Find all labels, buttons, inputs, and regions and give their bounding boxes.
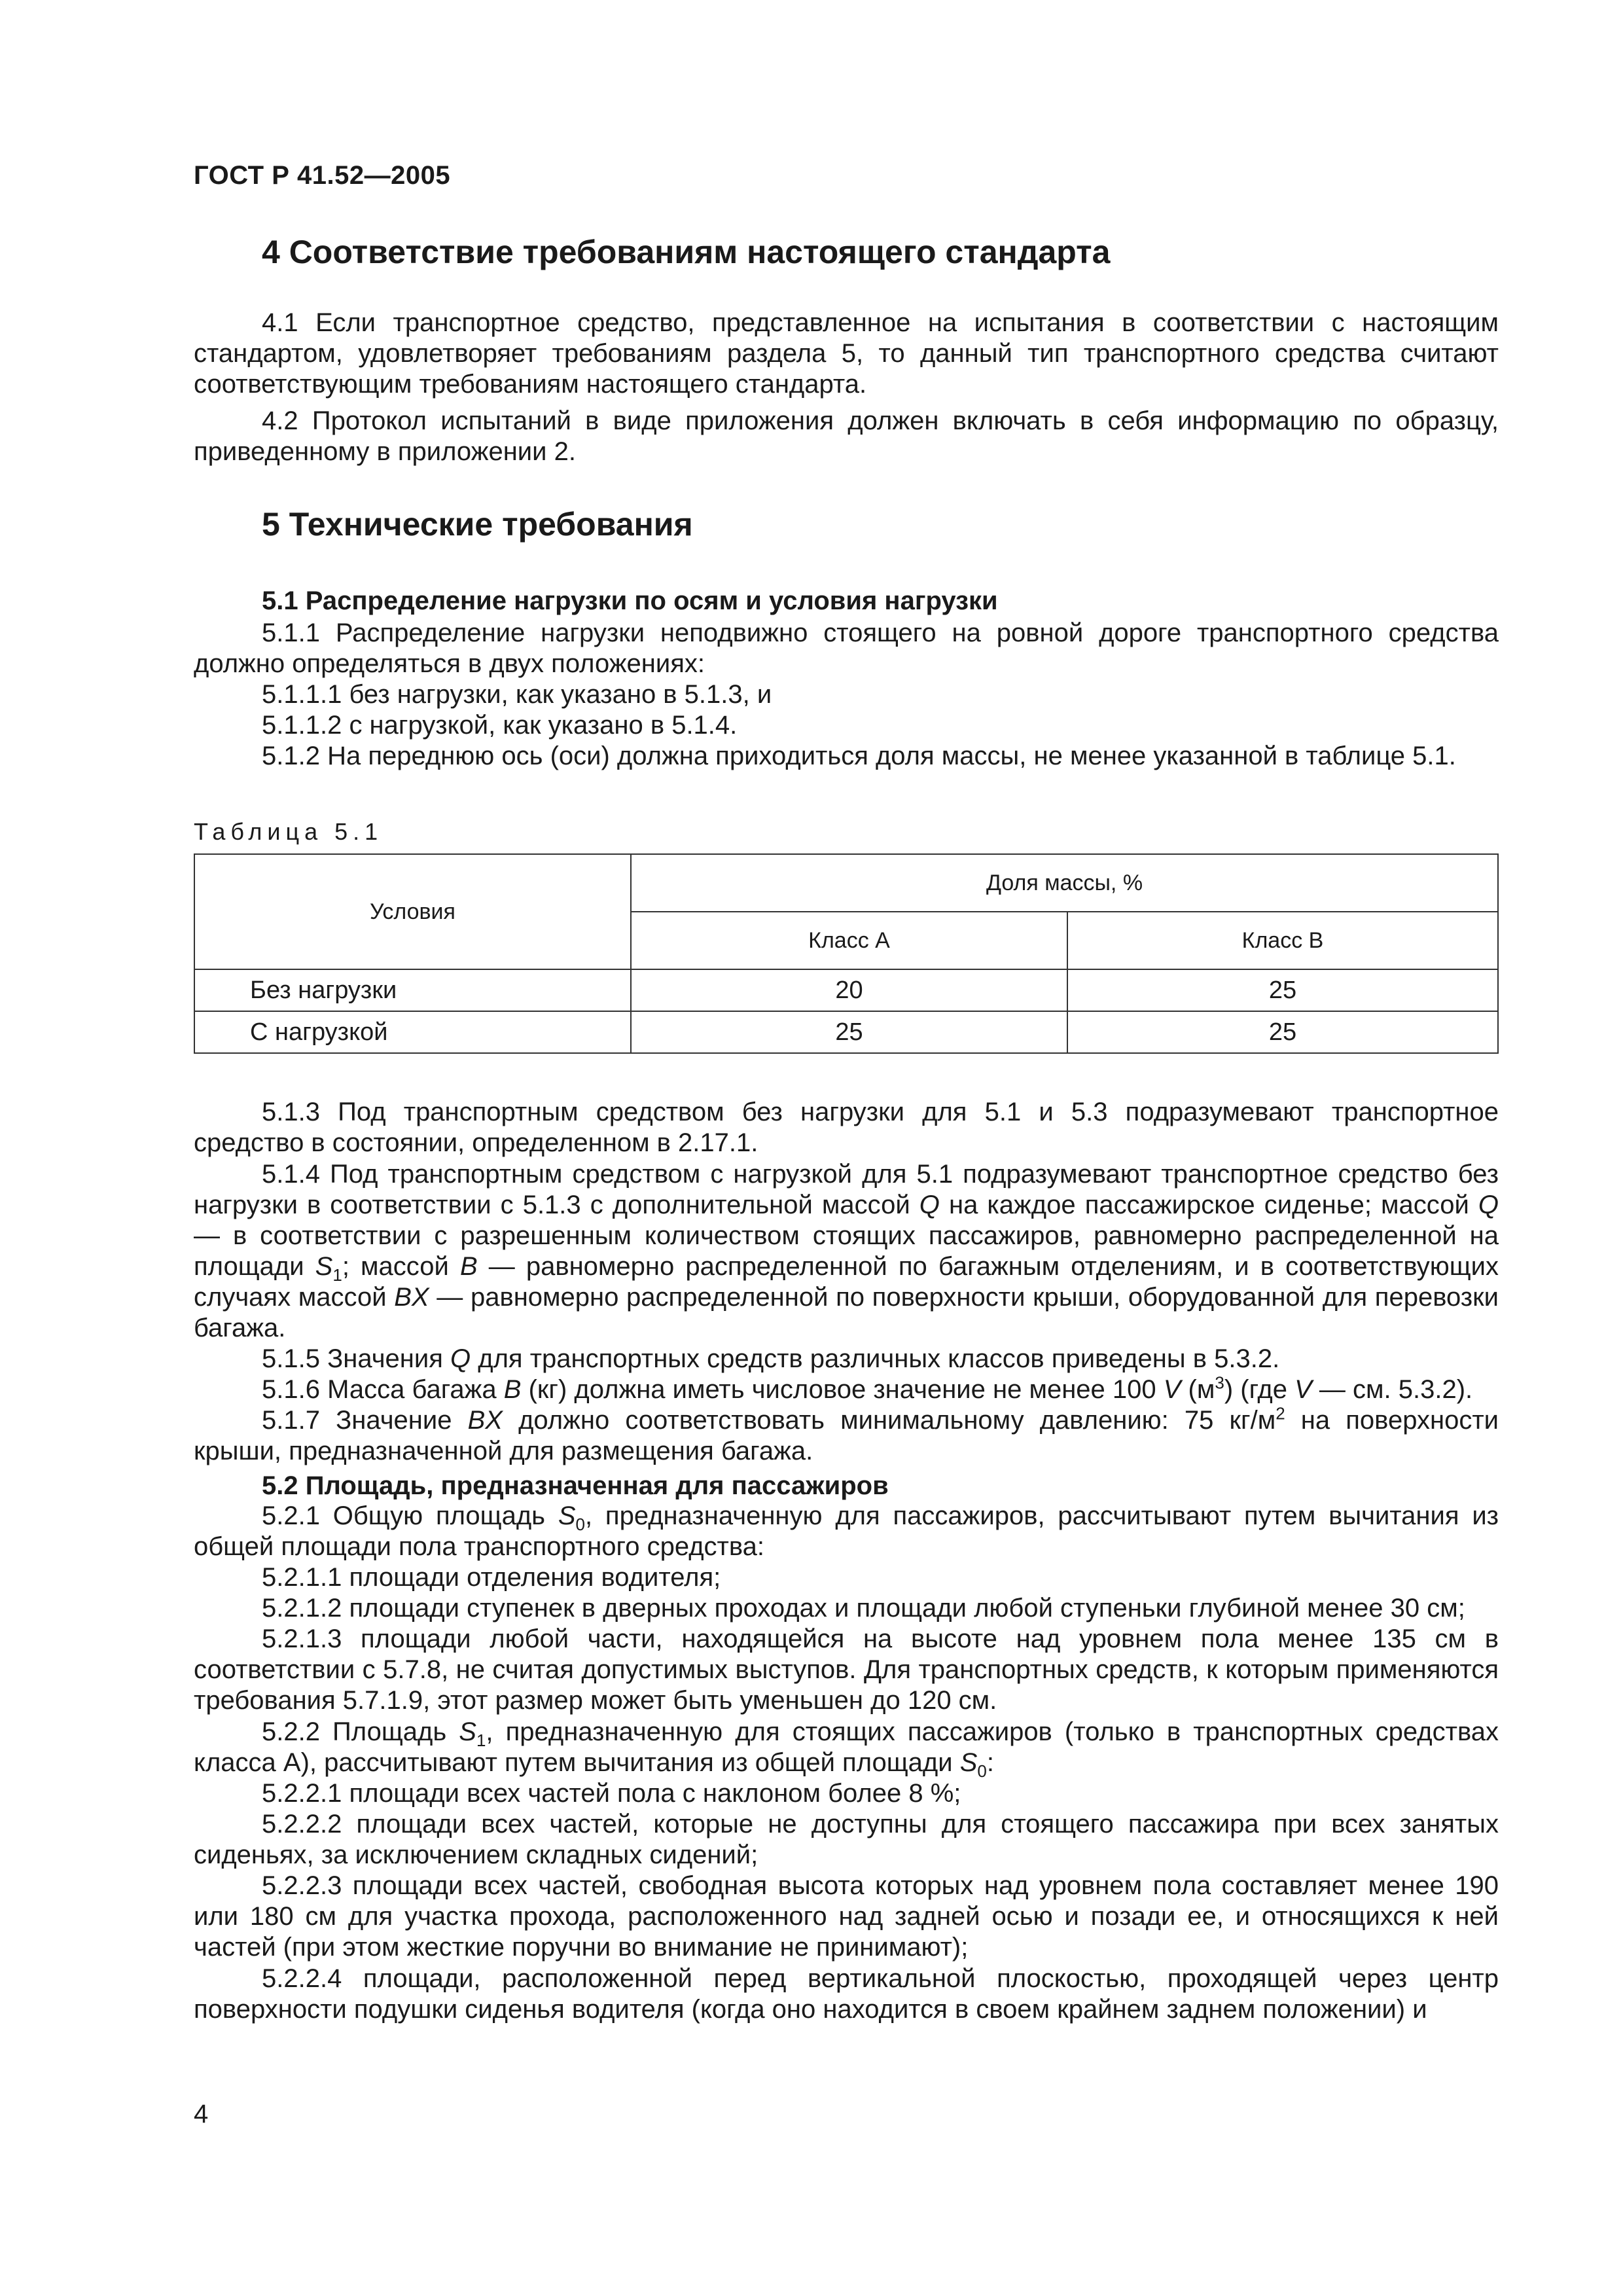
paragraph-5-1-1-2: 5.1.1.2 с нагрузкой, как указано в 5.1.4.	[262, 711, 738, 740]
table-cell-class-a: 25	[631, 1011, 1067, 1053]
paragraph-5-2-1-2: 5.2.1.2 площади ступенек в дверных проходах и площади любой ступеньки глубиной менее 30 см;	[262, 1594, 1465, 1623]
paragraph-5-1-5: 5.1.5 Значения Q для транспортных средств различных классов приведены в 5.3.2.	[262, 1344, 1280, 1373]
paragraph-5-2-2-2: 5.2.2.2 площади всех частей, которые не доступны для стоящего пассажира при всех занятых сиденьях, за исключением складных сидений;	[194, 1810, 1499, 1869]
paragraph-5-2-2: 5.2.2 Площадь $S_1$, предназначенную для стоящих пассажиров (только в транспортных средствах класса А), рассчитывают путем вычитания из общей площади $S_0$:	[194, 1717, 1499, 1781]
table-cell-class-a: 20	[631, 969, 1067, 1011]
paragraph-4-1: 4.1 Если транспортное средство, представленное на испытания в соответствии с настоящим стандартом, удовлетворяет требованиям раздела 5, то данный тип транспортного средства считают соответствующим требованиям настоящего стандарта.	[194, 308, 1499, 399]
table-header-class-a: Класс А	[631, 912, 1067, 969]
section-5-title: 5 Технические требования	[262, 506, 693, 543]
paragraph-5-1-7: 5.1.7 Значение BX должно соответствовать минимальному давлению: 75 $кг/м^2$ на поверхности крыши, предназначенной для размещения багажа.	[194, 1403, 1499, 1465]
table-cell-condition: Без нагрузки	[194, 969, 631, 1011]
paragraph-5-1-1: 5.1.1 Распределение нагрузки неподвижно стоящего на ровной дороге транспортного средства должно определяться в двух положениях:	[194, 619, 1499, 678]
paragraph-5-1-4: 5.1.4 Под транспортным средством с нагрузкой для 5.1 подразумевают транспортное средство без нагрузки в соответствии с 5.1.3 с дополнительной массой Q на каждое пассажирское сиденье; массой Q — в соответствии с разрешенным количеством стоящих пассажиров, равномерно распределенной на площади $S_1$; массой B — равномерно распределенной по багажным отделениям, и в соответствующих случаях массой BX — равномерно распределенной по поверхности крыши, оборудованной для перевозки багажа.	[194, 1160, 1499, 1342]
page-number: 4	[194, 2100, 209, 2128]
table-cell-condition: С нагрузкой	[194, 1011, 631, 1053]
paragraph-5-2-2-4: 5.2.2.4 площади, расположенной перед вертикальной плоскостью, проходящей через центр поверхности подушки сиденья водителя (когда оно находится в своем крайнем заднем положении) и	[194, 1964, 1499, 2024]
paragraph-5-1-1-1: 5.1.1.1 без нагрузки, как указано в 5.1.3, и	[262, 680, 772, 709]
subsection-5-2-title: 5.2 Площадь, предназначенная для пассажиров	[262, 1471, 889, 1500]
paragraph-5-1-3: 5.1.3 Под транспортным средством без нагрузки для 5.1 и 5.3 подразумевают транспортное средство в состоянии, определенном в 2.17.1.	[194, 1098, 1499, 1157]
paragraph-5-2-2-3: 5.2.2.3 площади всех частей, свободная высота которых над уровнем пола составляет менее 190 или 180 см для участка прохода, расположенного над задней осью и позади ее, и относящихся к ней частей (при этом жесткие поручни во внимание не принимают);	[194, 1871, 1499, 1962]
table-row	[194, 1011, 1498, 1053]
section-4-title: 4 Соответствие требованиям настоящего стандарта	[262, 234, 1111, 270]
table-cell-class-b: 25	[1067, 1011, 1498, 1053]
paragraph-5-2-1: 5.2.1 Общую площадь $S_0$, предназначенную для пассажиров, рассчитывают путем вычитания из общей площади пола транспортного средства:	[194, 1501, 1499, 1561]
table-header-class-b: Класс В	[1067, 912, 1498, 969]
paragraph-5-1-6: 5.1.6 Масса багажа B (кг) должна иметь числовое значение не менее 100 V $(м^3)$ (где V — см. 5.3.2).	[262, 1372, 1473, 1404]
table-cell-class-b: 25	[1067, 969, 1498, 1011]
subsection-5-1-title: 5.1 Распределение нагрузки по осям и условия нагрузки	[262, 586, 998, 615]
paragraph-5-2-1-1: 5.2.1.1 площади отделения водителя;	[262, 1563, 721, 1592]
table-header-mass-share: Доля массы, %	[631, 854, 1498, 912]
table-header-conditions: Условия	[194, 854, 631, 969]
table-caption: Таблица 5.1	[194, 818, 383, 845]
paragraph-5-2-1-3: 5.2.1.3 площади любой части, находящейся на высоте над уровнем пола менее 135 см в соответствии с 5.7.8, не считая допустимых выступов. Для транспортных средств, к которым применяются требования 5.7.1.9, этот размер может быть уменьшен до 120 см.	[194, 1624, 1499, 1715]
mass-distribution-table	[194, 853, 1499, 1054]
paragraph-4-2: 4.2 Протокол испытаний в виде приложения должен включать в себя информацию по образцу, приведенному в приложении 2.	[194, 406, 1499, 466]
table-row	[194, 969, 1498, 1011]
document-header: ГОСТ Р 41.52—2005	[194, 161, 451, 190]
paragraph-5-2-2-1: 5.2.2.1 площади всех частей пола с наклоном более 8 %;	[262, 1779, 961, 1808]
paragraph-5-1-2: 5.1.2 На переднюю ось (оси) должна приходиться доля массы, не менее указанной в таблице 5.1.	[262, 742, 1456, 770]
